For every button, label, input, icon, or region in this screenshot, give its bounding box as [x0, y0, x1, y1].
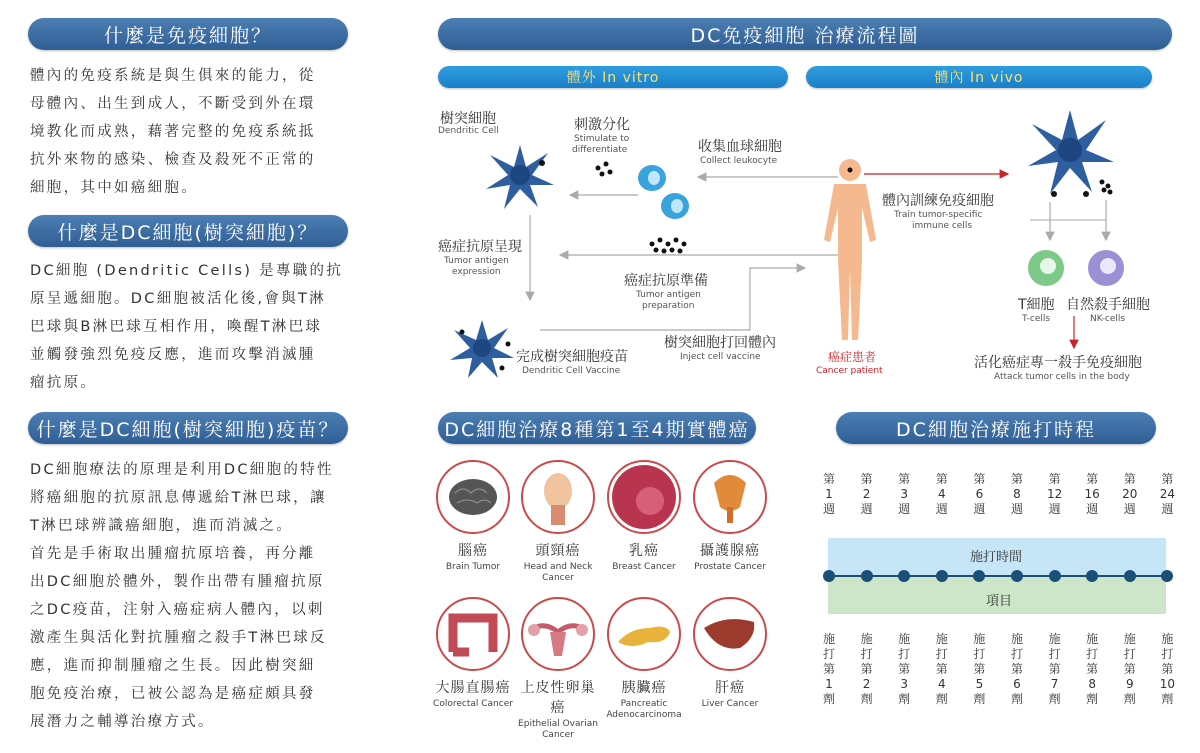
tcell-label-en: T-cells — [1022, 314, 1051, 324]
cancer-item — [604, 460, 684, 573]
schedule-axis-line — [828, 575, 1166, 577]
stimulate-label: 刺激分化 — [574, 117, 630, 133]
collect-label-en: Collect leukocyte — [700, 156, 778, 166]
cancer-item — [604, 597, 684, 721]
inject-label: 樹突細胞打回體內 — [664, 335, 776, 351]
stimulate-label-en2: differentiate — [572, 145, 628, 155]
q3-line: 之DC疫苗，注射入癌症病人體內，以刺 — [30, 602, 325, 618]
activated-dots-icon — [1100, 180, 1113, 195]
cancer-name: 腦癌 — [458, 543, 488, 559]
ovary-icon — [521, 597, 595, 671]
dendritic-label-en: Dendritic Cell — [438, 126, 499, 136]
antigen-dots-icon — [650, 238, 687, 254]
q1-line: 抗外來物的感染、檢查及殺死不正常的 — [30, 152, 316, 168]
cancer-name-en: Pancreatic Adenocarcinoma — [606, 699, 682, 720]
antigen-prep-en2: preparation — [642, 301, 695, 311]
antigen-prep-en1: Tumor antigen — [636, 290, 701, 300]
q3-line: 應，進而抑制腫瘤之生長。因此樹突細 — [30, 658, 316, 674]
antigen-prep-label: 癌症抗原準備 — [624, 273, 708, 289]
q3-line: 將癌細胞的抗原訊息傳遞給T淋巴球，讓 — [30, 490, 327, 506]
tcell-label: T細胞 — [1018, 297, 1055, 313]
cancer-name: 肝癌 — [715, 680, 745, 696]
stimulate-label-en1: Stimulate to — [574, 134, 630, 144]
week-label: 第 3 週 — [898, 472, 911, 516]
q1-paragraph — [30, 62, 352, 202]
inject-label-en: Inject cell vaccine — [680, 352, 761, 362]
q1-title: 什麼是免疫細胞？ — [28, 18, 348, 50]
q3-line: T淋巴球辨識癌細胞，進而消滅之。 — [30, 518, 294, 534]
cancer-name: 乳癌 — [629, 543, 659, 559]
q1-line: 細胞，其中如癌細胞。 — [30, 180, 198, 196]
leukocyte-icon — [638, 165, 689, 219]
invitro-label: 體外 In vitro — [438, 66, 788, 88]
q1-line: 母體內、出生到成人，不斷受到外在環 — [30, 96, 316, 112]
dose-label: 施 打 第 8 劑 — [1086, 632, 1099, 706]
cytokine-dots-icon — [596, 162, 613, 177]
dose-dot — [1161, 570, 1173, 582]
cancer-name: 大腸直腸癌 — [435, 680, 511, 696]
q3-line: 胞免疫治療，已被公認為是癌症頗具發 — [30, 686, 316, 702]
antigen-expression-label: 癌症抗原呈現 — [438, 239, 522, 255]
cancer-item — [690, 597, 770, 710]
cancer-item — [518, 597, 598, 741]
collect-label: 收集血球細胞 — [698, 139, 782, 155]
vaccine-label-en: Dendritic Cell Vaccine — [522, 366, 621, 376]
q3-title: 什麼是DC細胞(樹突細胞)疫苗？ — [28, 412, 348, 444]
q3-line: 激產生與活化對抗腫瘤之殺手T淋巴球反 — [30, 630, 327, 646]
dose-dot — [823, 570, 835, 582]
cancer-name-en: Colorectal Cancer — [433, 699, 513, 709]
colon-icon — [436, 597, 510, 671]
dendritic-cell-icon — [486, 145, 554, 209]
cancer-name-en: Liver Cancer — [701, 699, 759, 709]
pancreas-icon — [607, 597, 681, 671]
patient-label-en: Cancer patient — [816, 366, 883, 376]
train-label-en1: Train tumor-specific — [894, 210, 983, 220]
dose-label: 施 打 第 4 劑 — [935, 632, 948, 706]
nk-cell-icon — [1088, 250, 1124, 286]
flow-diagram — [430, 90, 1180, 390]
cancer-name: 胰臟癌 — [621, 680, 667, 696]
week-label: 第 1 週 — [822, 472, 835, 516]
breast-icon — [607, 460, 681, 534]
q3-line: DC細胞療法的原理是利用DC細胞的特性 — [30, 462, 334, 478]
week-label: 第 6 週 — [973, 472, 986, 516]
dendritic-label: 樹突細胞 — [440, 111, 496, 127]
q3-line: 展潛力之輔導治療方式。 — [30, 714, 215, 730]
dose-dot — [861, 570, 873, 582]
cancer-name-en: Breast Cancer — [612, 562, 676, 572]
dose-label: 施 打 第 9 劑 — [1123, 632, 1136, 706]
q1-line: 體內的免疫系統是與生俱來的能力，從 — [30, 68, 316, 84]
q2-line: 巴球與B淋巴球互相作用，喚醒T淋巴球 — [30, 319, 323, 335]
cancer-name-en: Head and Neck Cancer — [523, 562, 593, 583]
q2-line: 並觸發強烈免疫反應，進而攻擊消滅腫 — [30, 347, 316, 363]
q3-line: 首先是手術取出腫瘤抗原培養，再分離 — [30, 546, 316, 562]
q2-line: 原呈遞細胞。DC細胞被活化後,會與T淋 — [30, 291, 326, 307]
cancer-name: 頭頸癌 — [535, 543, 581, 559]
train-label: 體內訓練免疫細胞 — [882, 193, 994, 209]
cancer-item — [433, 597, 513, 710]
vaccine-label: 完成樹突細胞疫苗 — [516, 349, 628, 365]
q2-paragraph — [30, 257, 352, 397]
week-label: 第 12 週 — [1046, 472, 1063, 516]
cancer-item — [518, 460, 598, 584]
cancers-title: DC細胞治療8種第1至4期實體癌 — [438, 412, 756, 444]
schedule-band-top-label: 施打時間 — [970, 550, 1023, 565]
nk-label: 自然殺手細胞 — [1066, 297, 1150, 313]
week-label: 第 16 週 — [1084, 472, 1100, 516]
week-label: 第 2 週 — [860, 472, 873, 516]
dose-dot — [1011, 570, 1023, 582]
train-label-en2: immune cells — [912, 221, 973, 231]
dose-label: 施 打 第 5 劑 — [973, 632, 986, 706]
dose-label: 施 打 第 7 劑 — [1048, 632, 1061, 706]
schedule-band-bottom-label: 項目 — [986, 594, 1013, 609]
antigen-expression-en1: Tumor antigen — [444, 256, 509, 266]
q2-line: 瘤抗原。 — [30, 375, 98, 391]
dose-dot — [1124, 570, 1136, 582]
antigen-expression-en2: expression — [452, 267, 501, 277]
week-label: 第 4 週 — [935, 472, 948, 516]
q2-line: DC細胞 (Dendritic Cells) 是專職的抗 — [30, 263, 344, 279]
t-cell-icon — [1028, 250, 1064, 286]
flow-title: DC免疫細胞 治療流程圖 — [438, 18, 1172, 50]
cancer-name-en: Epithelial Ovarian Cancer — [518, 719, 598, 740]
q3-paragraph — [30, 456, 352, 736]
q1-line: 境教化而成熟，藉著完整的免疫系統抵 — [30, 124, 316, 140]
cancer-name: 上皮性卵巢癌 — [520, 680, 596, 716]
dose-dot — [936, 570, 948, 582]
patient-body-icon — [824, 159, 876, 340]
cancer-name-en: Brain Tumor — [445, 562, 501, 572]
liver-icon — [693, 597, 767, 671]
attack-label-en: Attack tumor cells in the body — [994, 372, 1130, 382]
invivo-label: 體內 In vivo — [806, 66, 1152, 88]
patient-label: 癌症患者 — [828, 350, 877, 364]
dose-label: 施 打 第 3 劑 — [898, 632, 911, 706]
prostate-icon — [693, 460, 767, 534]
cancer-name: 攝護腺癌 — [700, 543, 760, 559]
cancer-item — [690, 460, 770, 573]
brain-icon — [436, 460, 510, 534]
head-neck-icon — [521, 460, 595, 534]
dose-label: 施 打 第 6 劑 — [1010, 632, 1023, 706]
q2-title: 什麼是DC細胞(樹突細胞)？ — [28, 215, 348, 247]
cancer-name-en: Prostate Cancer — [694, 562, 766, 572]
week-label: 第 20 週 — [1122, 472, 1138, 516]
attack-label: 活化癌症專一殺手免疫細胞 — [974, 355, 1142, 371]
cancer-item — [433, 460, 513, 573]
q3-line: 出DC細胞於體外，製作出帶有腫瘤抗原 — [30, 574, 325, 590]
week-label: 第 24 週 — [1159, 472, 1176, 516]
dc-vaccine-icon — [450, 320, 514, 378]
week-label: 第 8 週 — [1010, 472, 1023, 516]
dose-label: 施 打 第 2 劑 — [860, 632, 873, 706]
dose-label: 施 打 第 10 劑 — [1159, 632, 1176, 706]
dose-label: 施 打 第 1 劑 — [822, 632, 835, 706]
schedule-title: DC細胞治療施打時程 — [836, 412, 1156, 444]
nk-label-en: NK-cells — [1090, 314, 1126, 324]
dose-dot — [1049, 570, 1061, 582]
